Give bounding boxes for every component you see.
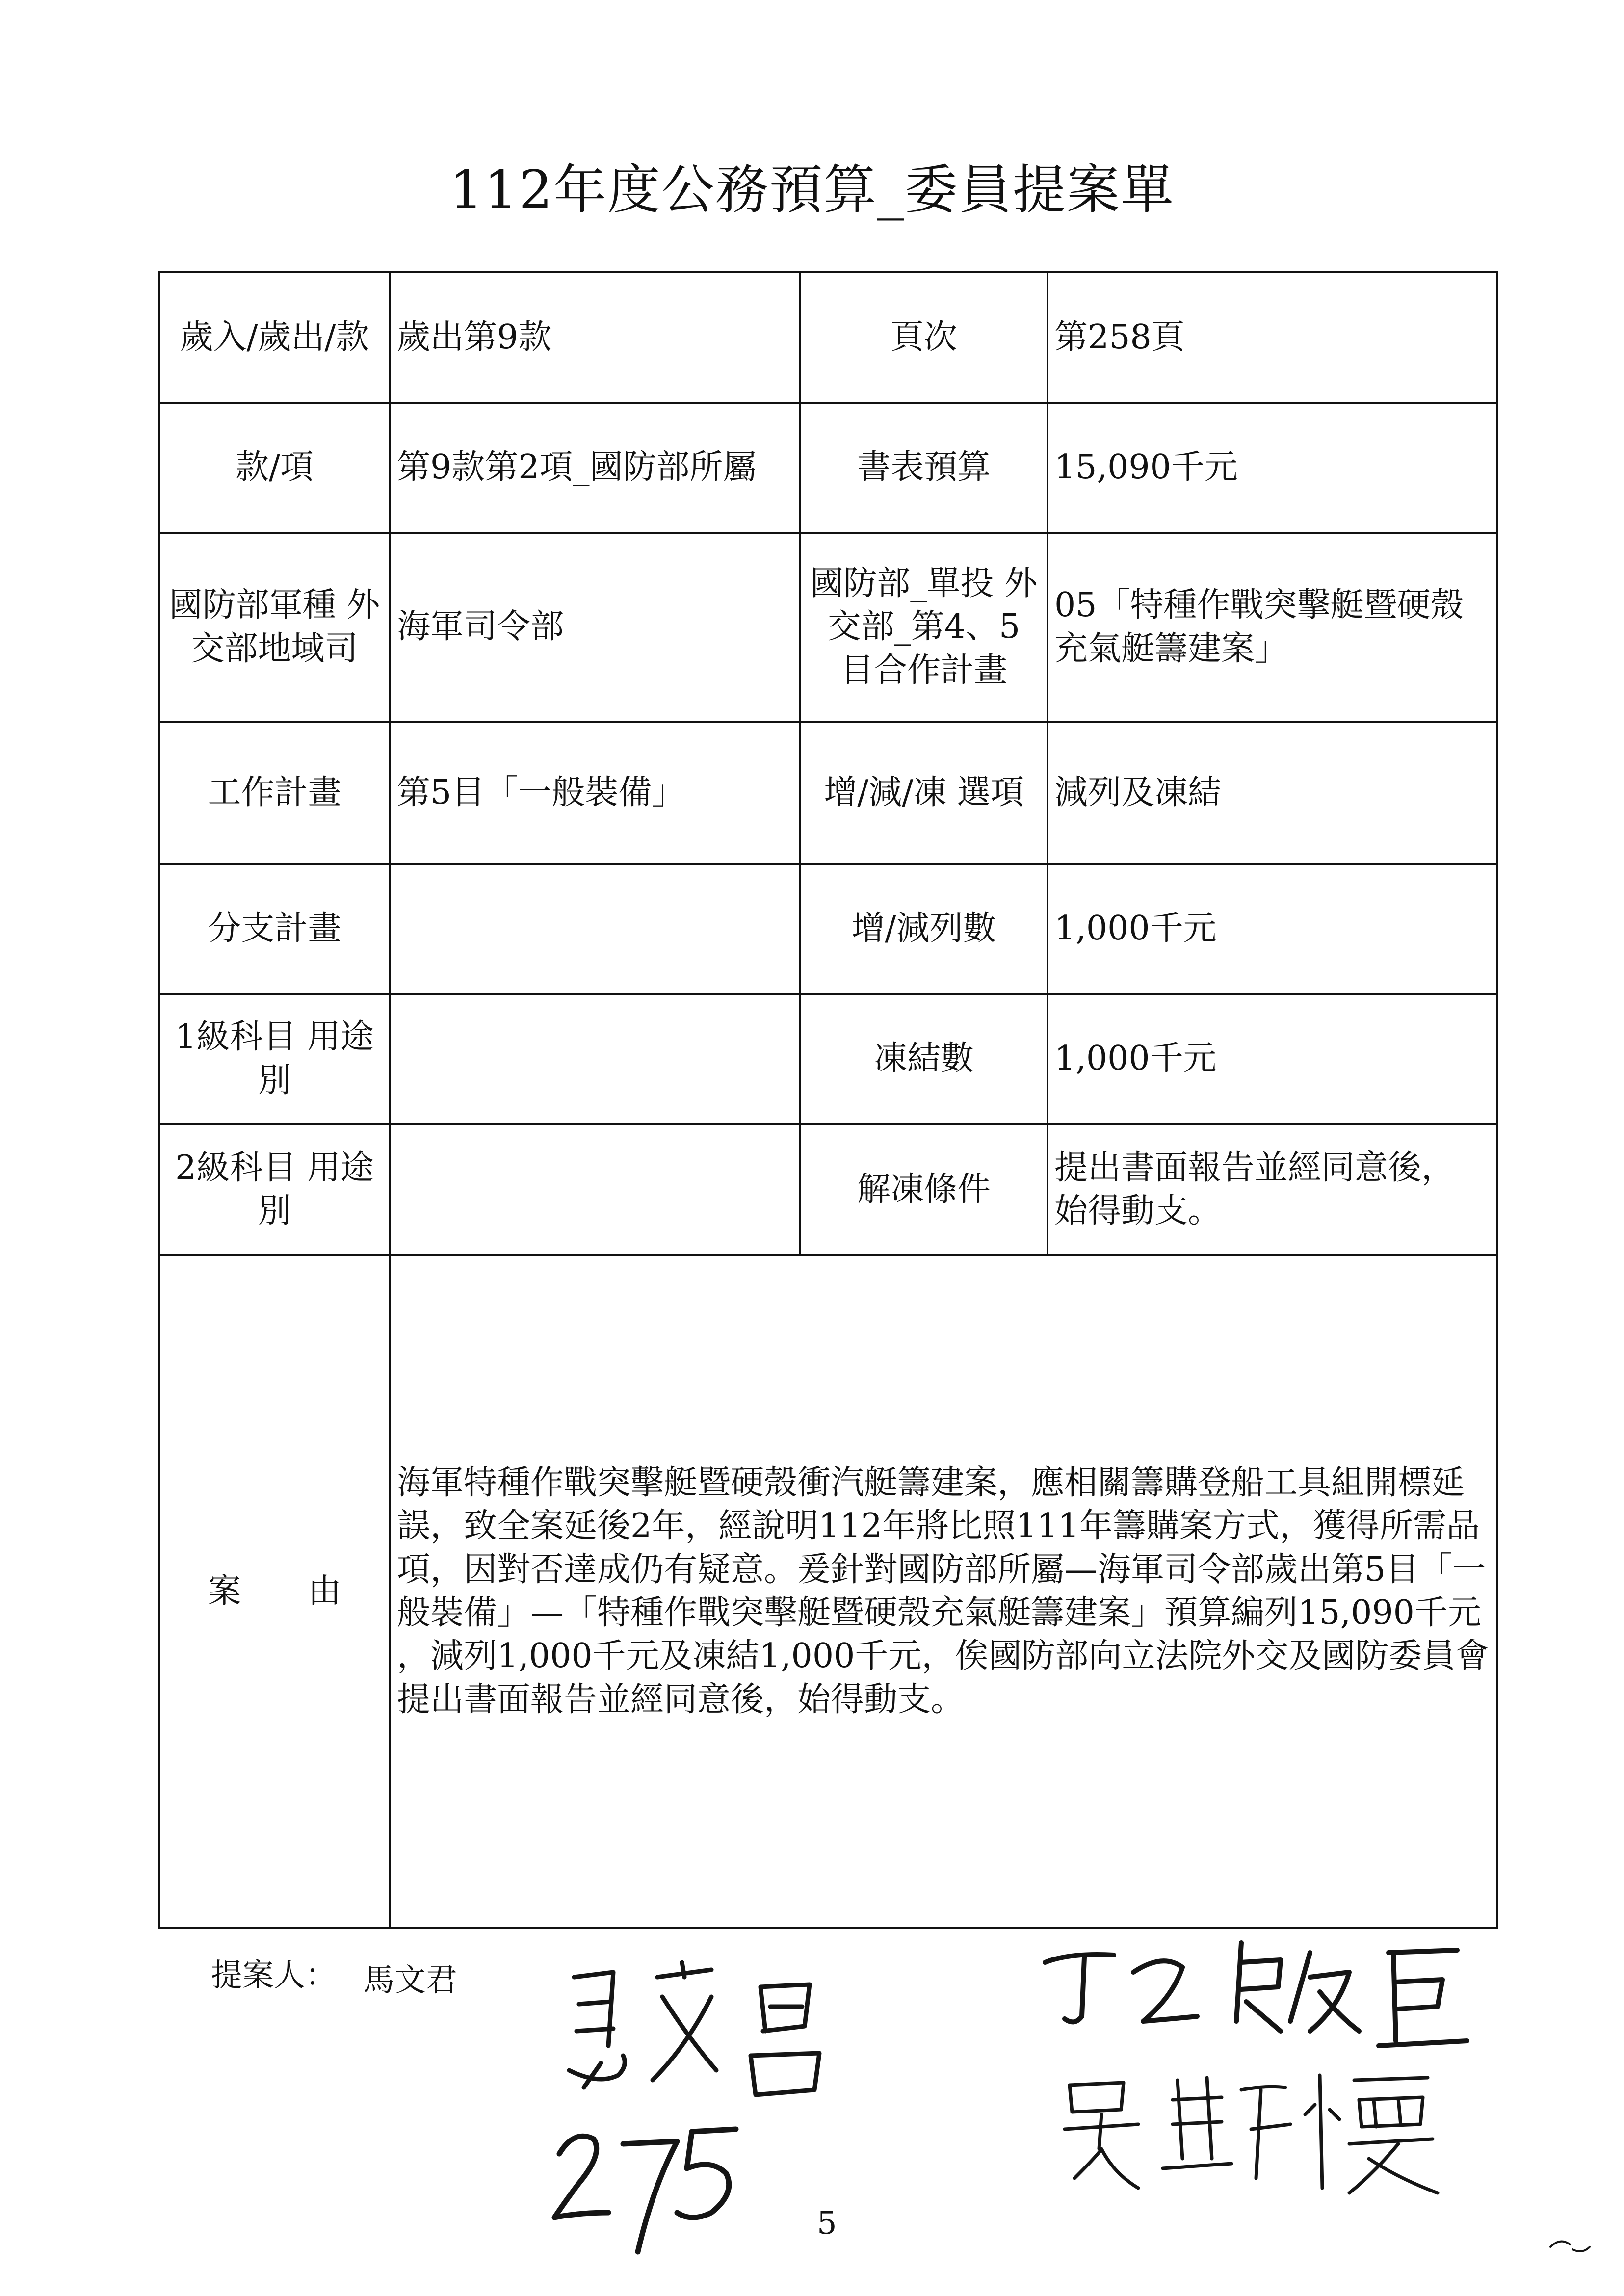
form-row [159,722,1497,864]
field-label: 增/減/凍 選項 [800,722,1048,864]
field-label: 國防部_單投 外交部_第4、5 目合作計畫 [800,533,1048,722]
field-value [390,864,800,994]
field-value: 第9款第2項_國防部所屬 [390,403,800,533]
field-value: 第5目「一般裝備」 [390,722,800,864]
form-row [159,994,1497,1124]
field-label: 書表預算 [800,403,1048,533]
field-label: 工作計畫 [159,722,390,864]
field-value: 海軍司令部 [390,533,800,722]
form-row [159,403,1497,533]
reason-line: 誤，致全案延後2年，經說明112年將比照111年籌購案方式，獲得所需品 [397,1507,1480,1546]
field-value [390,994,800,1124]
field-value: 15,090千元 [1048,403,1497,533]
field-label: 凍結數 [800,994,1048,1124]
reason-text [390,1255,1497,1928]
field-value: 減列及凍結 [1048,722,1497,864]
field-label: 1級科目 用途別 [159,994,390,1124]
field-label: 增/減列數 [800,864,1048,994]
field-label: 分支計畫 [159,864,390,994]
proposal-form-table [158,271,1498,1929]
field-value: 第258頁 [1048,272,1497,403]
handwritten-number-note [545,2114,751,2262]
reason-line: 提出書面報告並經同意後，始得動支。 [397,1680,965,1719]
field-label: 國防部軍種 外交部地域司 [159,533,390,722]
field-label: 頁次 [800,272,1048,403]
reason-line: 般裝備」—「特種作戰突擊艇暨硬殼充氣艇籌建案」預算編列15,090千元 [397,1593,1481,1632]
field-value: 提出書面報告並經同意後， 始得動支。 [1048,1124,1497,1255]
signature-wu-sihuai [1055,2061,1447,2208]
field-value: 1,000千元 [1048,864,1497,994]
form-row [159,1124,1497,1255]
signature-ma-wenjun [554,1957,888,2105]
reason-row [159,1255,1497,1928]
scan-mark-icon [1545,2232,1595,2262]
field-label: 2級科目 用途別 [159,1124,390,1255]
field-label: 款/項 [159,403,390,533]
field-value [390,1124,800,1255]
form-row [159,272,1497,403]
page-number: 5 [817,2205,837,2242]
reason-line: 項，因對否達成仍有疑意。爰針對國防部所屬—海軍司令部歲出第5目「一 [397,1550,1486,1589]
field-label: 解凍條件 [800,1124,1048,1255]
field-value: 歲出第9款 [390,272,800,403]
field-value: 1,000千元 [1048,994,1497,1124]
form-row [159,864,1497,994]
reason-line: 海軍特種作戰突擊艇暨硬殼衝汽艇籌建案，應相關籌購登船工具組開標延 [397,1463,1465,1502]
field-label: 歲入/歲出/款 [159,272,390,403]
field-value: 05「特種作戰突擊艇暨硬殼 充氣艇籌建案」 [1048,533,1497,722]
form-row [159,533,1497,722]
proposer-name: 馬文君 [363,1962,457,1999]
proposer-label: 提案人： [211,1957,337,1994]
reason-line: ，減列1,000千元及凍結1,000千元，俟國防部向立法院外交及國防委員會 [397,1637,1489,1676]
signature-jiang-qichen [1035,1933,1477,2080]
form-title: 112年度公務預算_委員提案單 [449,159,1175,221]
reason-label: 案 由 [159,1255,390,1928]
